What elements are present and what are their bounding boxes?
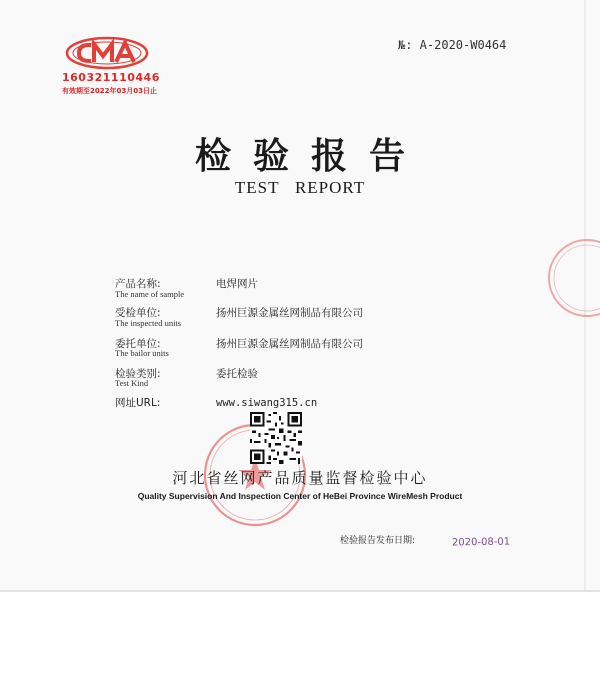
cma-logo: [60, 36, 170, 98]
issue-date-label: 检验报告发布日期:: [340, 536, 416, 546]
inspected-unit-label: 受检单位:: [115, 307, 161, 319]
inspection-center-name-en: Quality Supervision And Inspection Center of HeBei Province WireMesh Product: [137, 491, 463, 501]
inspected-unit-value: 扬州巨源金属丝网制品有限公司: [216, 307, 363, 319]
issue-date-stamp: 2020-08-01: [451, 536, 511, 549]
url-value[interactable]: www.siwang315.cn: [216, 397, 318, 409]
cma-logo-icon: [62, 36, 152, 70]
scan-bottom-edge: [0, 590, 600, 592]
report-title-en: TEST REPORT: [234, 178, 366, 197]
test-kind-value: 委托检验: [216, 368, 258, 380]
inspected-unit-label-en: The inspected units: [115, 318, 182, 328]
url-label: 网址URL:: [115, 397, 161, 409]
cma-certificate-number: 160321110446: [62, 71, 160, 84]
bailor-unit-label-en: The bailor units: [115, 348, 169, 358]
bailor-unit-value: 扬州巨源金属丝网制品有限公司: [216, 338, 363, 350]
partial-seal-icon: [542, 236, 600, 320]
sample-name-label-en: The name of sample: [115, 289, 185, 299]
report-number: №: A-2020-W0464: [398, 38, 507, 52]
sample-name-label: 产品名称:: [115, 278, 161, 290]
test-kind-label: 检验类别:: [115, 368, 161, 380]
test-kind-label-en: Test Kind: [115, 378, 149, 388]
bailor-unit-label: 委托单位:: [115, 338, 161, 350]
sample-name-value: 电焊网片: [216, 278, 258, 290]
report-title-cn: 检验报告: [194, 135, 427, 177]
cma-validity: 有效期至2022年03月03日止: [62, 87, 157, 95]
inspection-center-name-cn: 河北省丝网产品质量监督检验中心: [172, 469, 428, 487]
qr-code-icon[interactable]: [250, 412, 302, 464]
